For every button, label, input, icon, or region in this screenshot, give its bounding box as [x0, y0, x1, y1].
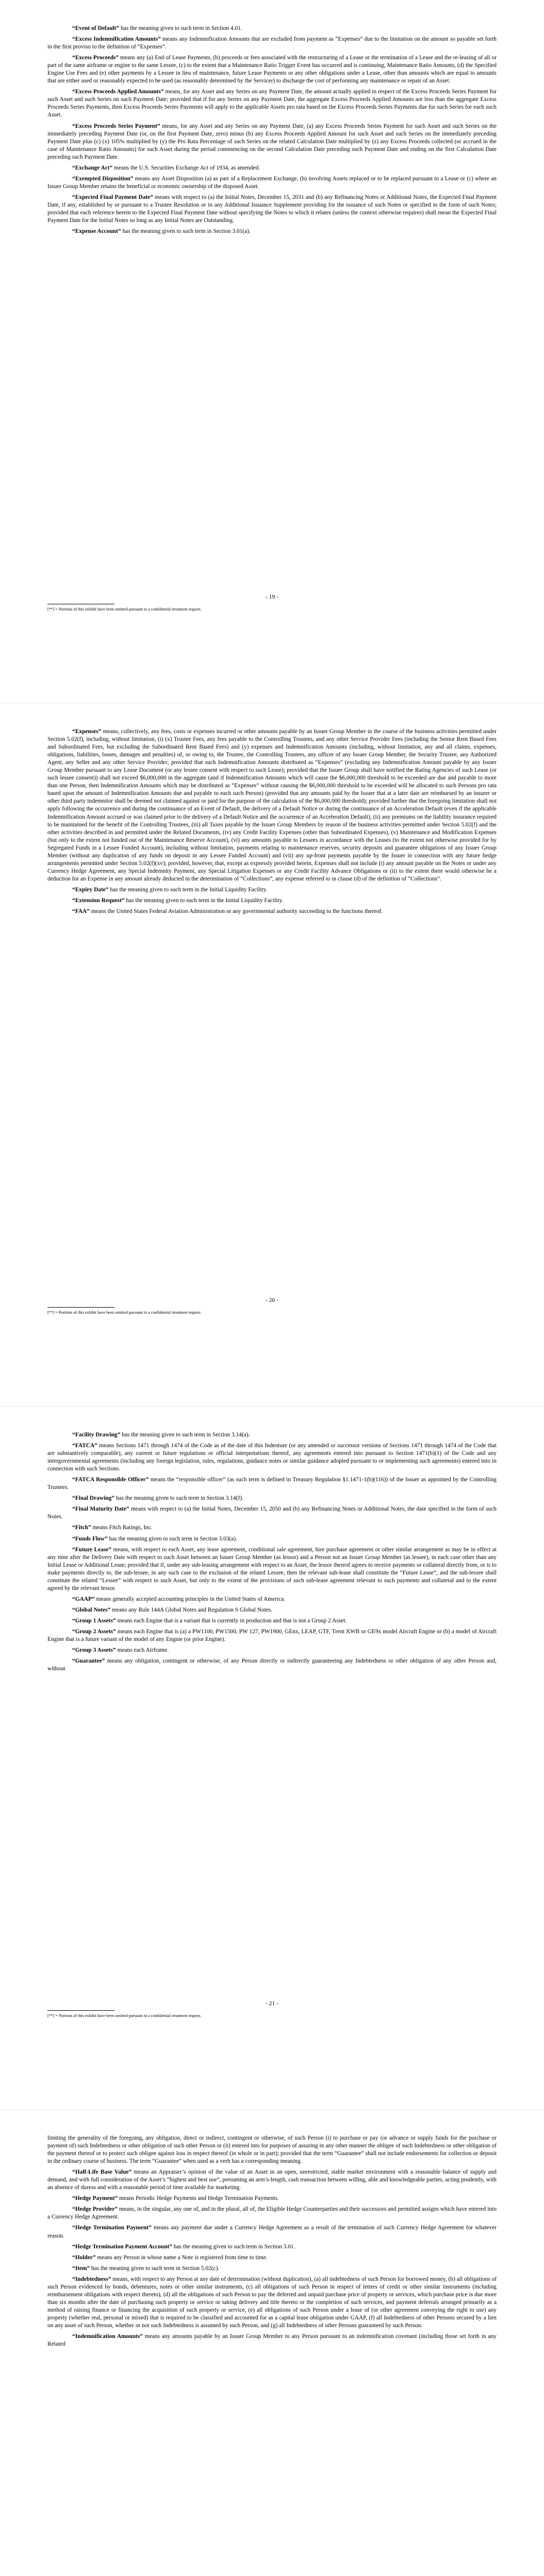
- page-number: - 20 -: [266, 1297, 278, 1303]
- definition-text: means with respect to (a) the Initial Notes, December 15, 2031 and (b) any Refinancing Notes or Additional Notes, the Expected Final Payment Date, if any, established by or pursuant to a Trustee Resolution or in any Additional Issuance Supplement providing for the issuance of such Notes or specified in the form of such Notes; provided that each reference herein to the Expected Final Payment Date without specifying the Notes to which it relates (unless the context otherwise requires) shall mean the Expected Final Payment Date for the Initial Notes so long as any Initial Notes are Outstanding.: [47, 194, 497, 224]
- definition-text: means any Rule 144A Global Notes and Regulation S Global Notes.: [110, 1606, 273, 1613]
- definition-text: means an Appraiser’s opinion of the value of an Asset in an open, unrestricted, stable market environment with a reasonable balance of supply and demand, and with full consideration of the Asset’s “highest and best use”, presuming an arm’s-length, cash transaction between willing, able and knowledgeable parties, acting prudently, with an absence of duress and with a reasonable period of time available for marketing.: [47, 2169, 497, 2191]
- definition-text: means the United States Federal Aviation Administration or any governmental authority succeeding to the functions thereof.: [89, 908, 383, 915]
- definition-text: has the meaning given to such term in Section 3.14(f).: [114, 1495, 243, 1502]
- defined-term: “Final Maturity Date”: [72, 1506, 129, 1513]
- definition-text: means any (a) End of Lease Payments, (b) proceeds or fees associated with the restructuring of a Lease or the termination of a Lease and the re-leasing of all or part of the same airframe or engine to the same Lessee, (c) to the extent that a Maintenance Ratio Trigger Event has occurred and is continuing, Maintenance Ratio Amounts, (d) the Specified Engine Use Fees and (e) other payments by a Lessee in lieu of maintenance, future Lease Payments or any other obligations under a Lease, other than amounts which are equal to amounts that are either used or reasonably expected to be used (as reasonably determined by the Servicer) to discharge the cost of performing any maintenance or repair of an Asset.: [47, 55, 497, 84]
- defined-term: “Guarantee”: [72, 1658, 105, 1665]
- defined-term: “GAAP”: [72, 1596, 95, 1602]
- page-body: [47, 1431, 497, 1676]
- defined-term: “Expected Final Payment Date”: [72, 194, 154, 200]
- definition-paragraph: [47, 88, 497, 119]
- definition-text: means, with respect to any Person at any date of determination (without duplication), (a) all indebtedness of such Person for borrowed money, (b) all obligations of such Person evidenced by bonds, debentures, notes or other similar instruments, (c) all obligations of such Person in respect of letters of credit or other similar instruments (including reimbursement obligations with respect thereto), (d) all the obligations of such Person to pay the deferred and unpaid purchase price of property or services, which purchase price is due more than six months after the date of purchasing such property or service or taking delivery and title thereto or the completion of such services, and payment deferrals arranged primarily as a method of raising finance or financing the acquisition of such property or service, (e) all obligations of such Person under a lease of (or other agreement conveying the right to use) any property (whether real, personal or mixed) that is required to be classified and accounted for as a capital lease obligation under GAAP, (f) all Indebtedness of other Persons secured by a lien on any asset of such Person, whether or not such Indebtedness is assumed by such Person, and (g) all Indebtedness of other Persons guaranteed by such Person.: [47, 2276, 497, 2329]
- defined-term: “Hedge Payment”: [72, 2195, 118, 2202]
- definition-text: means, collectively, any fees, costs or expenses incurred or other amounts payable by an Issuer Group Member in the course of the business activities permitted under Section 5.02(f), including, without limitation, (i) (x) Trustee Fees, any fees payable to the Controlling Trustees, and any other Service Provider Fees (including the Senior Rent Based Fees and Subordinated Fees, but excluding the Subordinated Rent Based Fees) and (y) expenses and Indemnification Amounts (including, without limitation, any and all claims, expenses, obligations, liabilities, losses, damages and penalties) of, or owing to, the Trustee, the Controlling Trustees, any officer of any Issuer Group Member, the Security Trustee, any Authorized Agent, any Seller and any other Service Provider; provided that such Indemnification Amounts distributed as “Expenses” (excluding any Indemnification Amount payable by any Issuer Group Member pursuant to any Lease Document (or any lessee consent with respect to such Lease); provided that the Issuer Group shall have notified the Rating Agencies of such Lease (or such lessee consent)) shall not exceed $6,000,000 in the aggregate (and if Indemnification Amounts which will cause the $6,000,000 threshold to be exceeded are due and payable to more than one Person, then Indemnification Amounts which may be distributed as “Expenses” without causing the $6,000,000 threshold to be exceeded will be allocated to such Persons pro rata based upon the amount of Indemnification Amounts due and payable to each such Person) (provided that any amounts paid by the Issuer that at a later date are reimbursed by an insurer or other third party indemnitor shall be deemed not claimed against or paid for the purpose of the calculation of the $6,000,000 threshold); provided further that the foregoing limitation shall not apply following the occurrence and during the continuance of an Event of Default, the delivery of a Default Notice or during the continuance of an Acceleration Default (even if the applicable Indemnification Amount accrued or was claimed prior to the delivery of a Default Notice and the occurrence of an Acceleration Default), (ii) any premiums on the liability insurance required to be maintained for the benefit of the Controlling Trustees, (iii) all Taxes payable by the Issuer Group Members by reason of the business activities permitted under Section 5.02(f) and the other activities described in and permitted under the Related Documents, (iv) any Credit Facility Expenses (other than Subordinated Expenses), (v) Maintenance and Modification Expenses (but only to the extent not funded out of the Maintenance Reserve Account), (vi) any amounts payable to Lessees in accordance with the Leases (to the extent not otherwise provided for by Segregated Funds in a Lessee Funded Account), including without limitation, payments relating to maintenance reserves, security deposits and guarantee obligations of any Issuer Group Member (without any duplication of any funds on deposit in any Lessee Funded Account) and (vii) any up-front payments payable by the Issuer in connection with any future hedge arrangements permitted under Section 5.02(f)(xv); provided, however, that, except as expressly provided herein, Expenses shall not include (i) any amount payable on the Notes or under any Currency Hedge Agreement, any Special Indemnity Payment, any Special Litigation Expenses or any Credit Facility Advance Obligations or (ii) to the extent there would otherwise be a deduction for an Expense in any amount already deducted in the determination of “Collections”, any expense referred to in clause (d) of the definition of “Collections”.: [47, 728, 497, 882]
- definition-paragraph: [47, 2254, 497, 2262]
- document-page: [0, 0, 544, 703]
- definition-text: means any payment due under a Currency Hedge Agreement as a result of the termination of such Currency Hedge Agreement for whatever reason.: [47, 2225, 497, 2239]
- definition-paragraph: [47, 2224, 497, 2240]
- footnote-separator: [47, 1307, 114, 1308]
- defined-term: “Expense Account”: [72, 228, 121, 235]
- definition-paragraph: [47, 1657, 497, 1673]
- document-page: [0, 703, 544, 1406]
- definition-paragraph: [47, 2276, 497, 2330]
- definition-paragraph: [47, 908, 497, 916]
- definition-text: means each Engine that is a variant that is currently in production and that is not a Group 2 Asset.: [116, 1617, 347, 1624]
- definition-text: has the meaning given to such term in Section 4.01.: [119, 25, 242, 31]
- definition-text: has the meaning given to such term in the Initial Liquidity Facility.: [108, 886, 268, 893]
- definition-paragraph: [47, 1596, 497, 1603]
- definition-text: means any Indemnification Amounts that are excluded from payment as “Expenses” due to the limitation on the amount so payable set forth in the first proviso to the definition of “Expenses”.: [47, 36, 497, 50]
- confidential-footnote: [**] = Portions of this exhibit have been omitted pursuant to a confidential treatment request.: [47, 2013, 202, 2018]
- definition-paragraph: [47, 1617, 497, 1625]
- footnote-separator: [47, 2010, 114, 2011]
- definition-text: means, for any Asset and any Series on any Payment Date, the amount actually applied in respect of the Excess Proceeds Series Payment for such Asset and such Series on such Payment Date; provided that if for any Series on any Payment Date, the aggregate Excess Proceeds Applied Amounts are less than the aggregate Excess Proceeds Series Payments, then Excess Proceeds Series Payments will apply to the applicable Assets pro rata based on the Excess Proceeds Series Payments due for such Series for each such Asset.: [47, 89, 497, 118]
- defined-term: “Group 2 Assets”: [72, 1628, 116, 1635]
- definition-paragraph: [47, 1505, 497, 1521]
- definition-text: means each Engine that is (a) a PW1100, PW1500, PW 127, PW1900, GEnx, LEAP, GTF, Trent XWB or GE9x model Aircraft Engine or (b) a model of Aircraft Engine that is a future variant of the model of any Engine (or prior Engine).: [47, 1628, 497, 1643]
- definition-paragraph: [47, 2243, 497, 2251]
- defined-term: “Hedge Provider”: [72, 2206, 118, 2213]
- definition-text: means generally accepted accounting principles in the United States of America.: [94, 1596, 286, 1602]
- definition-paragraph: [47, 2195, 497, 2202]
- defined-term: “Holder”: [72, 2254, 96, 2261]
- definition-text: means Periodic Hedge Payments and Hedge Termination Payments.: [118, 2195, 279, 2202]
- definition-text: means with respect to (a) the Initial Notes, December 15, 2050 and (b) any Refinancing Notes or Additional Notes, the date specified in the form of such Notes.: [47, 1506, 497, 1520]
- definition-paragraph: [47, 886, 497, 894]
- defined-term: “Group 3 Assets”: [72, 1647, 116, 1654]
- defined-term: “Event of Default”: [72, 25, 120, 31]
- definition-text: means, with respect to each Asset, any lease agreement, conditional sale agreement, hire purchase agreement or other similar arrangement as may be in effect at any time after the Delivery Date with respect to such Asset between an Issuer Group Member (as lessor) and a Person not an Issuer Group Member (as lessee), in each case other than any Initial Lease or Additional Lease; provided that if, under any sub-leasing arrangement with respect to an Asset, the lessor thereof agrees to receive payments or collateral directly from, or is to make payments directly to, the sub-lessee, in any such case to the exclusion of the related Lessee, then the relevant sub-lease shall constitute the “Future Lease”, and the sub-lessee shall constitute the related “Lessee” with respect to such Asset, but only to the extent of the provisions of such sub-lease agreement relevant to such payments and collateral and to the extent agreed by the relevant lessor.: [47, 1546, 497, 1591]
- definition-paragraph: [47, 228, 497, 235]
- definition-paragraph: [47, 2168, 497, 2192]
- confidential-footnote: [**] = Portions of this exhibit have been omitted pursuant to a confidential treatment request.: [47, 607, 202, 612]
- confidential-footnote: [**] = Portions of this exhibit have been omitted pursuant to a confidential treatment request.: [47, 1310, 202, 1315]
- definition-paragraph: [47, 1628, 497, 1643]
- definition-text: means Fitch Ratings, Inc.: [91, 1524, 153, 1531]
- defined-term: “Fitch”: [72, 1524, 91, 1531]
- definition-text: has the meaning given to such term in the Initial Liquidity Facility.: [124, 897, 284, 904]
- page-body: [47, 2134, 497, 2351]
- definition-text: means any Person in whose name a Note is registered from time to time.: [95, 2254, 268, 2261]
- definition-text: has the meaning given to such term in Section 3.01.: [172, 2243, 295, 2250]
- defined-term: “Half-Life Base Value”: [72, 2169, 132, 2176]
- definition-paragraph: [47, 1546, 497, 1592]
- definition-paragraph: [47, 728, 497, 883]
- definition-paragraph: [47, 1606, 497, 1614]
- definition-paragraph: [47, 1431, 497, 1439]
- defined-term: “FATCA Responsible Officer”: [72, 1477, 149, 1483]
- defined-term: “Expiry Date”: [72, 886, 109, 893]
- definition-text: limiting the generality of the foregoing, any obligation, direct or indirect, contingent or otherwise, of such Person (i) to purchase or pay (or advance or supply funds for the purchase or payment of) such Indebtedness or other obligation of such other Person or (ii) entered into for purposes of assuring in any other manner the obligee of such Indebtedness or other obligation of the payment thereof or to protect such obligee against loss in respect thereof (in whole or in part); provided that the term “Guarantee” shall not include endorsements for collection or deposit in the ordinary course of business. The term “Guarantee” when used as a verb has a corresponding meaning.: [47, 2135, 497, 2165]
- defined-term: “Facility Drawing”: [72, 1432, 121, 1438]
- defined-term: “FAA”: [72, 908, 90, 915]
- document-page: [0, 1406, 544, 2110]
- defined-term: “Expenses”: [72, 728, 102, 735]
- page-body: [47, 25, 497, 239]
- definition-text: means each Airframe.: [116, 1647, 169, 1654]
- defined-term: “Extension Request”: [72, 897, 125, 904]
- definition-paragraph: [47, 1495, 497, 1502]
- defined-term: “Item”: [72, 2265, 90, 2272]
- definition-paragraph: [47, 175, 497, 191]
- defined-term: “Future Lease”: [72, 1546, 112, 1553]
- definition-text: has the meaning given to such term in Section 5.02(c).: [90, 2265, 220, 2272]
- definition-text: means any Asset Disposition (a) as part of a Replacement Exchange, (b) involving Assets replaced or to be replaced pursuant to a Lease or (c) where an Issuer Group Member retains the beneficial or economic ownership of the disposed Asset.: [47, 175, 497, 190]
- defined-term: “Exempted Disposition”: [72, 175, 134, 182]
- defined-term: “Exchange Act”: [72, 164, 113, 171]
- definition-paragraph: [47, 2333, 497, 2348]
- defined-term: “Excess Proceeds Series Payment”: [72, 123, 160, 129]
- definition-paragraph: [47, 1476, 497, 1492]
- defined-term: “Group 1 Assets”: [72, 1617, 116, 1624]
- definition-paragraph: [47, 1524, 497, 1532]
- definition-paragraph: [47, 194, 497, 225]
- page-number: - 19 -: [266, 594, 278, 600]
- defined-term: “Final Drawing”: [72, 1495, 114, 1502]
- definition-paragraph: [47, 2265, 497, 2273]
- defined-term: “Excess Indemnification Amounts”: [72, 36, 161, 43]
- document-page: [0, 2110, 544, 2576]
- definition-text: has the meaning given to such term in Section 3.03(a).: [107, 1535, 237, 1542]
- page-number: - 21 -: [266, 2001, 278, 2007]
- defined-term: “Indemnification Amounts”: [72, 2333, 143, 2340]
- definition-text: means, for any Asset and any Series on any Payment Date, (a) any Excess Proceeds Series Payment for such Asset and such Series on the immediately preceding Payment Date (or, on the first Payment Date, zero) minus (b) any Excess Proceeds Applied Amount for such Asset and such Series on the immediately preceding Payment Date plus (c) (x) 105% multiplied by (y) the Pro Rata Percentage of such Series on the related Calculation Date multiplied by (z) any Excess Proceeds collected (or accrued in the case of Maintenance Ratio Amounts) for such Asset during the period commencing on the second Calculation Date preceding such Payment Date and ending on the first Calculation Date preceding such Payment Date.: [47, 123, 497, 160]
- defined-term: “FATCA”: [72, 1443, 97, 1449]
- definition-text: means the “responsible officer” (as such term is defined in Treasury Regulation §1.1471-1(b)(116)) of the Issuer as appointed by the Controlling Trustees.: [47, 1477, 497, 1491]
- defined-term: “Excess Proceeds”: [72, 55, 119, 61]
- definition-paragraph: [47, 1647, 497, 1654]
- definition-text: has the meaning given to such term in Section 3.14(a).: [120, 1432, 250, 1438]
- defined-term: “Indebtedness”: [72, 2276, 111, 2282]
- defined-term: “Excess Proceeds Applied Amounts”: [72, 89, 164, 95]
- definition-text: means any obligation, contingent or otherwise, of any Person directly or indirectly guaranteeing any Indebtedness or other obligation of any other Person and, without: [47, 1658, 497, 1672]
- defined-term: “Funds Flow”: [72, 1535, 108, 1542]
- definition-text: has the meaning given to such term in Section 3.01(a).: [121, 228, 251, 235]
- definition-paragraph: [47, 1535, 497, 1543]
- definition-text: means the U.S. Securities Exchange Act of 1934, as amended.: [112, 164, 260, 171]
- definition-paragraph: [47, 36, 497, 51]
- definition-paragraph: [47, 164, 497, 172]
- defined-term: “Hedge Termination Payment Account”: [72, 2243, 172, 2250]
- definition-paragraph: [47, 2206, 497, 2221]
- definition-text: means Sections 1471 through 1474 of the Code as of the date of this Indenture (or any amended or successor versions of Sections 1471 through 1474 of the Code that are substantively comparable), any current or future regulations or official interpretations thereof, any agreements entered into pursuant to Section 1471(b)(1) of the Code and any intergovernmental agreements (including any foreign legislation, rules, regulations, guidance notes or similar guidance adopted pursuant to or implementing such agreements) entered into in connection with such Sections.: [47, 1443, 497, 1472]
- definition-paragraph: [47, 1442, 497, 1473]
- definition-text: means, in the singular, any one of, and in the plural, all of, the Eligible Hedge Counterparties and their successors and permitted assigns which have entered into a Currency Hedge Agreement.: [47, 2206, 497, 2221]
- definition-paragraph: [47, 897, 497, 905]
- definition-paragraph: [47, 25, 497, 32]
- defined-term: “Hedge Termination Payment”: [72, 2225, 152, 2231]
- definition-paragraph: [47, 2134, 497, 2165]
- page-body: [47, 728, 497, 919]
- definition-text: means any amounts payable by an Issuer Group Member to any Person pursuant to an indemnification covenant (including those set forth in any Related: [47, 2333, 497, 2348]
- defined-term: “Global Notes”: [72, 1606, 111, 1613]
- definition-paragraph: [47, 54, 497, 85]
- definition-paragraph: [47, 123, 497, 161]
